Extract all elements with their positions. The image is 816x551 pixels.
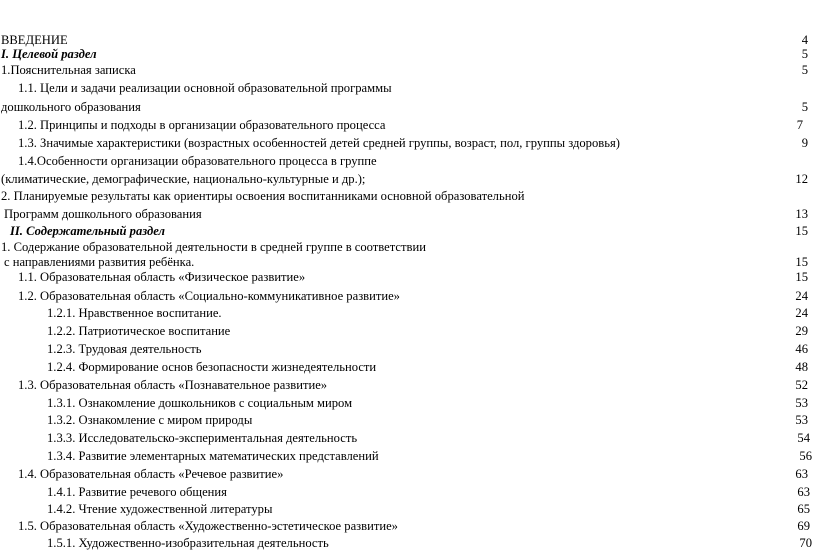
toc-page-1: 5 bbox=[801, 63, 808, 77]
toc-page-sec2: 15 bbox=[795, 224, 808, 238]
toc-entry-1: 1.Пояснительная записка bbox=[1, 63, 136, 77]
toc-page-ii-1: 15 bbox=[795, 255, 808, 269]
toc-page-ii-1-5-1: 70 bbox=[799, 536, 812, 550]
toc-page-ii-1-3-1: 53 bbox=[795, 396, 808, 410]
toc-entry-ii-1-3-3: 1.3.3. Исследовательско-экспериментальная деятельность bbox=[47, 431, 358, 445]
toc-entry-1-4-line2: (климатические, демографические, национально-культурные и др.); bbox=[1, 172, 366, 186]
toc-page-ii-1-2-2: 29 bbox=[795, 324, 808, 338]
toc-page-ii-1-3: 52 bbox=[795, 378, 808, 392]
toc-page-ii-1-2-4: 48 bbox=[795, 360, 808, 374]
toc-entry-ii-1-1: 1.1. Образовательная область «Физическое развитие» bbox=[18, 270, 306, 284]
toc-entry-ii-1-line1: 1. Содержание образовательной деятельности в средней группе в соответствии bbox=[1, 240, 426, 254]
toc-page-ii-1-2-1: 24 bbox=[795, 306, 808, 320]
toc-entry-ii-1-3-4: 1.3.4. Развитие элементарных математических представлений bbox=[47, 449, 379, 463]
toc-entry-ii-1-3: 1.3. Образовательная область «Познавательное развитие» bbox=[18, 378, 328, 392]
toc-page-ii-1-3-3: 54 bbox=[797, 431, 810, 445]
toc-entry-ii-1-5-1: 1.5.1. Художественно-изобразительная деятельность bbox=[47, 536, 329, 550]
toc-page-ii-1-3-2: 53 bbox=[795, 413, 808, 427]
toc-entry-1-2: 1.2. Принципы и подходы в организации образовательного процесса bbox=[18, 118, 386, 132]
toc-entry-1-1-line1: 1.1. Цели и задачи реализации основной образовательной программы bbox=[18, 81, 392, 95]
toc-page-sec1: 5 bbox=[801, 47, 808, 61]
toc-page-ii-1-1: 15 bbox=[795, 270, 808, 284]
toc-section-2-heading: II. Содержательный раздел bbox=[10, 224, 165, 238]
toc-entry-ii-1-4: 1.4. Образовательная область «Речевое развитие» bbox=[18, 467, 284, 481]
toc-section-1-heading: I. Целевой раздел bbox=[1, 47, 97, 61]
toc-page-ii-1-4: 63 bbox=[795, 467, 808, 481]
toc-entry-ii-1-2-2: 1.2.2. Патриотическое воспитание bbox=[47, 324, 231, 338]
toc-entry-intro: ВВЕДЕНИЕ bbox=[1, 33, 68, 47]
toc-entry-ii-1-5: 1.5. Образовательная область «Художественно-эстетическое развитие» bbox=[18, 519, 398, 533]
toc-page-1-2: 7 bbox=[796, 118, 803, 132]
toc-entry-1-3: 1.3. Значимые характеристики (возрастных особенностей детей средней группы, возраст, пол, группы здоровья) bbox=[18, 136, 620, 150]
toc-entry-2-line1: 2. Планируемые результаты как ориентиры освоения воспитанниками основной образовательной bbox=[1, 189, 525, 203]
toc-page-ii-1-5: 69 bbox=[797, 519, 810, 533]
toc-page-intro: 4 bbox=[801, 33, 808, 47]
toc-entry-ii-1-2-4: 1.2.4. Формирование основ безопасности жизнедеятельности bbox=[47, 360, 377, 374]
toc-entry-2-line2: Программ дошкольного образования bbox=[4, 207, 202, 221]
toc-entry-ii-1-3-2: 1.3.2. Ознакомление с миром природы bbox=[47, 413, 253, 427]
toc-page-2: 13 bbox=[795, 207, 808, 221]
toc-entry-ii-1-2-1: 1.2.1. Нравственное воспитание. bbox=[47, 306, 222, 320]
toc-page-ii-1-3-4: 56 bbox=[799, 449, 812, 463]
toc-entry-ii-1-2-3: 1.2.3. Трудовая деятельность bbox=[47, 342, 202, 356]
toc-entry-ii-1-3-1: 1.3.1. Ознакомление дошкольников с социальным миром bbox=[47, 396, 353, 410]
toc-page-1-1: 5 bbox=[801, 100, 808, 114]
toc-entry-ii-1-line2: с направлениями развития ребёнка. bbox=[4, 255, 195, 269]
toc-page-ii-1-2: 24 bbox=[795, 289, 808, 303]
toc-page-ii-1-4-1: 63 bbox=[797, 485, 810, 499]
toc-page-ii-1-4-2: 65 bbox=[797, 502, 810, 516]
toc-page-1-3: 9 bbox=[801, 136, 808, 150]
toc-entry-ii-1-4-2: 1.4.2. Чтение художественной литературы bbox=[47, 502, 273, 516]
toc-entry-ii-1-2: 1.2. Образовательная область «Социально-коммуникативное развитие» bbox=[18, 289, 400, 303]
toc-entry-1-1-line2: дошкольного образования bbox=[1, 100, 141, 114]
toc-page-ii-1-2-3: 46 bbox=[795, 342, 808, 356]
toc-entry-1-4-line1: 1.4.Особенности организации образовательного процесса в группе bbox=[18, 154, 377, 168]
toc-entry-ii-1-4-1: 1.4.1. Развитие речевого общения bbox=[47, 485, 227, 499]
toc-page-1-4: 12 bbox=[795, 172, 808, 186]
